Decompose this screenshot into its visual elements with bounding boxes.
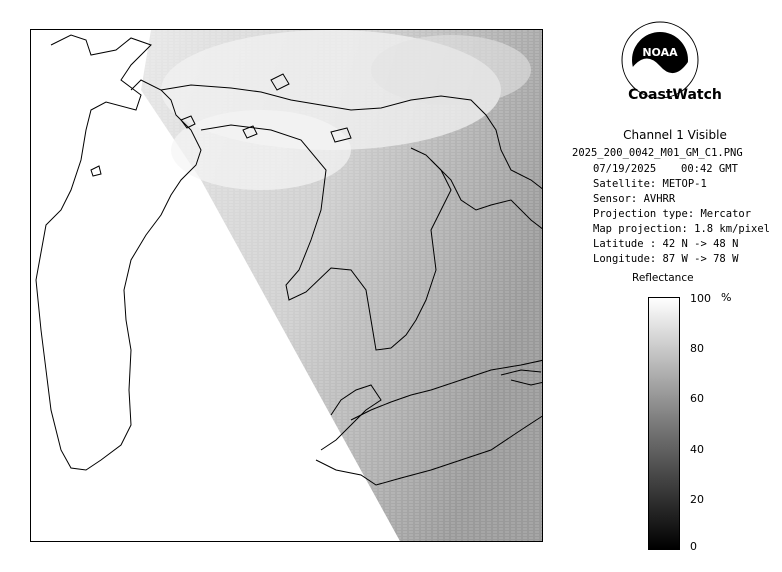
cloud-patch bbox=[171, 110, 351, 190]
cloud-patch bbox=[371, 35, 531, 105]
satellite-map bbox=[30, 29, 543, 542]
latitude-range: Latitude : 42 N -> 48 N bbox=[593, 238, 739, 250]
longitude-range: Longitude: 87 W -> 78 W bbox=[593, 253, 739, 265]
scale-tick: 40 bbox=[690, 443, 704, 456]
map-canvas bbox=[31, 30, 543, 542]
reflectance-colorbar bbox=[648, 297, 680, 550]
channel-name: Channel 1 Visible bbox=[623, 128, 727, 142]
scale-tick: 0 bbox=[690, 540, 697, 553]
product-title: CoastWatch bbox=[628, 87, 722, 103]
scale-tick: 20 bbox=[690, 493, 704, 506]
scale-tick: 60 bbox=[690, 392, 704, 405]
scale-label: Reflectance bbox=[632, 272, 694, 284]
sensor: Sensor: AVHRR bbox=[593, 193, 676, 205]
projection-type: Projection type: Mercator bbox=[593, 208, 752, 220]
time: 00:42 GMT bbox=[681, 163, 738, 175]
map-projection: Map projection: 1.8 km/pixel bbox=[593, 223, 771, 235]
island bbox=[91, 166, 101, 176]
scale-tick: 80 bbox=[690, 342, 704, 355]
satellite: Satellite: METOP-1 bbox=[593, 178, 707, 190]
filename: 2025_200_0042_M01_GM_C1.PNG bbox=[572, 147, 743, 159]
date: 07/19/2025 bbox=[593, 163, 657, 175]
scale-unit: % bbox=[721, 291, 732, 304]
logo-text: NOAA bbox=[642, 46, 678, 59]
scale-tick: 100 bbox=[690, 292, 711, 305]
